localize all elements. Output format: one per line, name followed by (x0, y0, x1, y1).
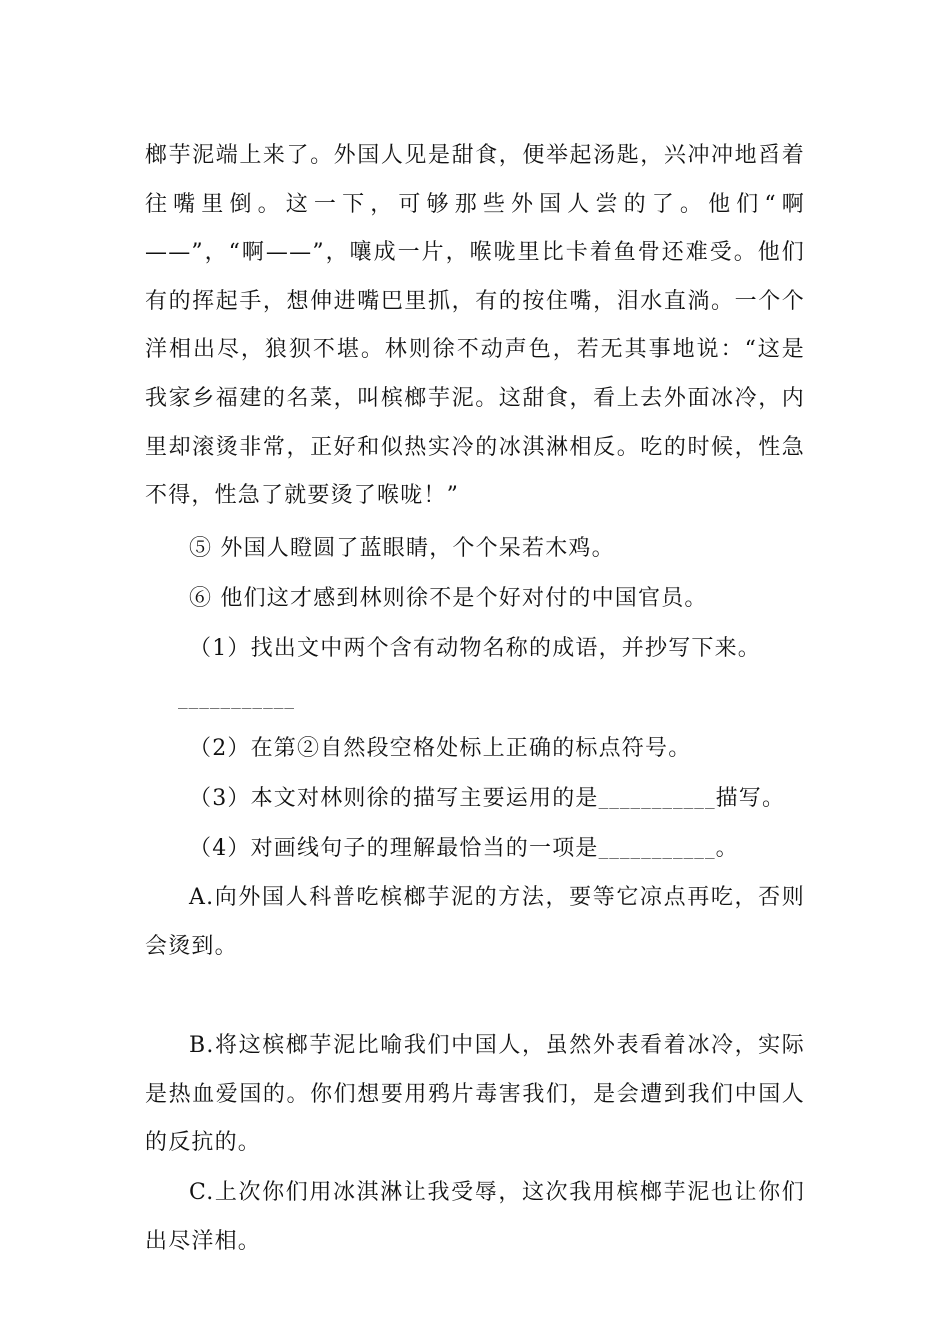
question-3 (189, 784, 785, 815)
question-2: （2）在第②自然段空格处标上正确的标点符号。 (189, 736, 692, 761)
question-4-text: （4）对画线句子的理解最恰当的一项是 (189, 836, 599, 861)
question-1-answer-blank[interactable] (178, 684, 295, 715)
question-1: （1）找出文中两个含有动物名称的成语，并抄写下来。 (189, 636, 761, 661)
answer-blank[interactable]: ___________ (178, 690, 295, 709)
story-paragraph: 榔芋泥端上来了。外国人见是甜食，便举起汤匙，兴冲冲地舀着往嘴里倒。这一下，可够那些外国人尝的了。他们“啊——”，“啊——”，嚷成一片，喉咙里比卡着鱼骨还难受。他们有的挥起手，想伸进嘴巴里抓，有的按住嘴，泪水直淌。一个个洋相出尽，狼狈不堪。林则徐不动声色，若无其事地说：“这是我家乡福建的名菜，叫槟榔芋泥。这甜食，看上去外面冰冷，内里却滚烫非常，正好和似热实冷的冰淇淋相反。吃的时候，性急不得，性急了就要烫了喉咙！” (145, 143, 805, 509)
question-4-answer-blank[interactable]: ___________ (598, 840, 716, 859)
question-4-suffix: 。 (715, 836, 739, 861)
option-b: B.将这槟榔芋泥比喻我们中国人，虽然外表看着冰冷，实际是热血爱国的。你们想要用鸦片毒害我们，是会遭到我们中国人的反抗的。 (145, 1033, 805, 1156)
question-3-answer-blank[interactable]: ___________ (598, 790, 716, 809)
paragraph-6: ⑥ 他们这才感到林则徐不是个好对付的中国官员。 (189, 586, 708, 611)
question-4 (189, 834, 739, 865)
option-a: A.向外国人科普吃槟榔芋泥的方法，要等它凉点再吃，否则会烫到。 (145, 885, 805, 959)
question-3-suffix: 描写。 (715, 786, 786, 811)
question-3-text: （3）本文对林则徐的描写主要运用的是 (189, 786, 599, 811)
option-c: C.上次你们用冰淇淋让我受辱，这次我用槟榔芋泥也让你们出尽洋相。 (145, 1180, 805, 1254)
paragraph-5: ⑤ 外国人瞪圆了蓝眼睛，个个呆若木鸡。 (189, 536, 615, 561)
